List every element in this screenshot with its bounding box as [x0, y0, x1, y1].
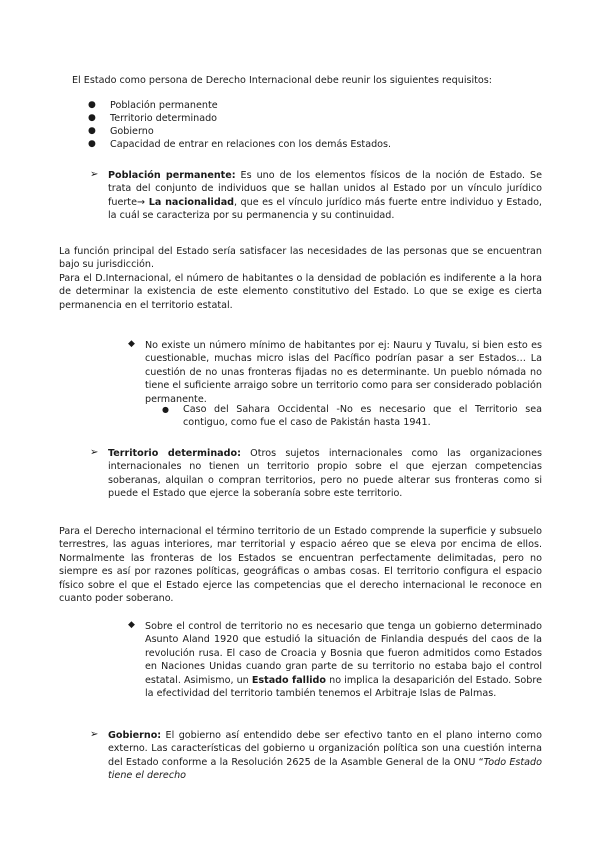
arrow-bullet-icon: ➢	[90, 169, 99, 180]
bullet-icon: ●	[88, 139, 96, 149]
note-block	[128, 339, 542, 406]
list-item-text: Territorio determinado	[110, 113, 218, 124]
sub-note-text: Caso del Sahara Occidental -No es necesario que el Territorio sea contiguo, como fue el caso de Pakistán hasta 1941.	[183, 404, 542, 429]
section-gobierno	[90, 729, 542, 783]
bold-term: Estado fallido	[251, 674, 327, 686]
bold-term: La nacionalidad	[145, 196, 235, 208]
section-poblacion	[90, 169, 542, 223]
bullet-icon: ●	[88, 126, 96, 136]
paragraph: La función principal del Estado sería satisfacer las necesidades de las personas que se encuentran bajo su jurisdicción.	[59, 246, 542, 271]
arrow-bullet-icon: ➢	[90, 729, 99, 740]
arrow-bullet-icon: ➢	[90, 447, 99, 458]
intro-paragraph: El Estado como persona de Derecho Internacional debe reunir los siguientes requisitos:	[72, 75, 493, 86]
bullet-icon: ●	[162, 405, 169, 414]
section-title: Territorio determinado:	[108, 448, 241, 459]
paragraph: Para el Derecho internacional el término territorio de un Estado comprende la superficie y subsuelo terrestres, las aguas interiores, mar territorial y espacio aéreo que se eleva por encima de ellos. Normalmente las fronteras de los Estados se encuentran perfectamente delimitadas, pero no siempre es así por razones políticas, geográficas o ambas cosas. El territorio configura el espacio físico sobre el que el Estado ejerce las competencias que el derecho internacional le reconoce en cuanto poder soberano.	[59, 526, 542, 605]
section-title: Gobierno:	[108, 730, 162, 741]
list-item-text: Capacidad de entrar en relaciones con los demás Estados.	[110, 139, 392, 150]
section-territorio	[90, 447, 542, 501]
bullet-icon: ●	[88, 113, 96, 123]
list-item-text: Gobierno	[110, 126, 154, 137]
section-title: Población permanente:	[108, 170, 236, 181]
section-body: Gobierno: El gobierno así entendido debe ser efectivo tanto en el plano interno como externo. Las características del gobierno u organización política son una cuestión interna del Estado conforme a la Resolución 2625 de la Asamble General de la ONU “Todo Estado tiene el derecho	[108, 730, 542, 782]
note-block	[128, 620, 542, 700]
bullet-icon: ●	[88, 100, 96, 110]
section-body: Población permanente: Es uno de los elementos físicos de la noción de Estado. Se trata del conjunto de individuos que se hallan unidos al Estado por un vínculo jurídico fuerte→ La nacionalidad, que es el vínculo jurídico más fuerte entre individuo y Estado, la cuál se caracteriza por su permanencia y su continuidad.	[108, 170, 543, 222]
italic-quote: Todo Estado tiene el derecho	[108, 756, 542, 782]
diamond-bullet-icon: ◆	[128, 339, 135, 349]
diamond-bullet-icon: ◆	[128, 620, 135, 630]
note-text: No existe un número mínimo de habitantes por ej: Nauru y Tuvalu, si bien esto es cuestionable, muchas micro islas del Pacífico podrían pasar a ser Estados… La cuestión de no unas fronteras fijadas no es determinante. Un pueblo nómada no tiene el suficiente arraigo sobre un territorio como para ser considerado población permanente.	[145, 340, 542, 405]
section-body: Territorio determinado: Otros sujetos internacionales como las organizaciones internacionales no tienen un territorio propio sobre el que ejerzan competencias soberanas, alquilan o compran territorios, pero no puede alterar sus fronteras como si puede el Estado que ejerce la soberanía sobre este territorio.	[108, 448, 542, 500]
sub-note	[162, 403, 542, 430]
note-text: Sobre el control de territorio no es necesario que tenga un gobierno determinado Asunto Aland 1920 que estudió la situación de Finlandia después del caos de la revolución rusa. El caso de Croacia y Bosnia que fueron admitidos como Estados en Naciones Unidas cuando gran parte de su territorio no estaba bajo el control estatal. Asimismo, un Estado fallido no implica la desaparición del Estado. Sobre la efectividad del territorio también tenemos el Arbitraje Islas de Palmas.	[145, 621, 542, 700]
right-arrow-icon: →	[136, 196, 146, 208]
paragraph: Para el D.Internacional, el número de habitantes o la densidad de población es indiferente a la hora de determinar la existencia de este elemento constitutivo del Estado. Lo que se exige es cierta permanencia en el territorio estatal.	[59, 273, 542, 311]
list-item-text: Población permanente	[110, 100, 218, 111]
